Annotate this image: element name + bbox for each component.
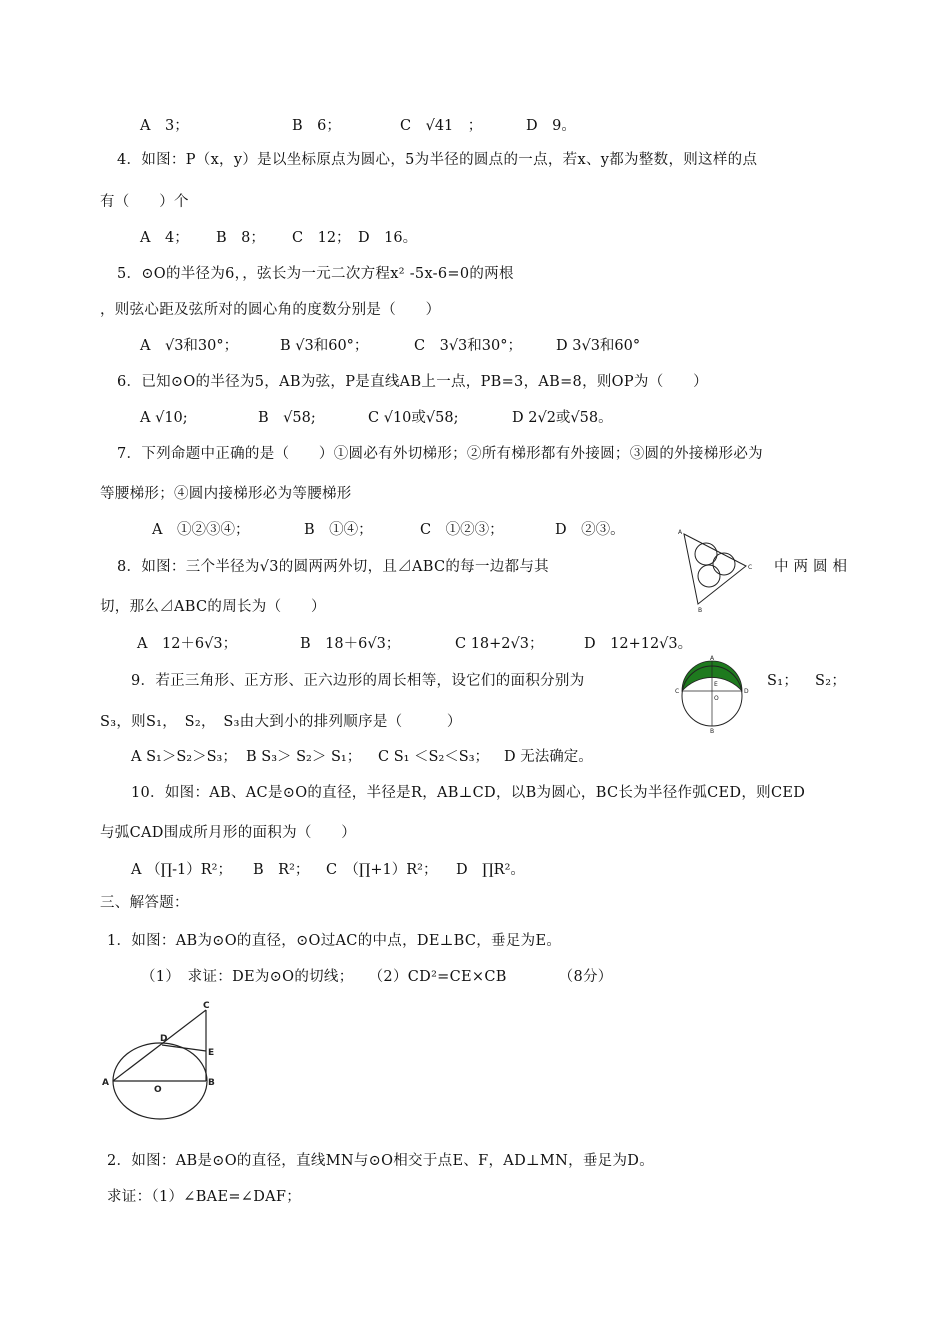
q3-option-b: B 6； bbox=[292, 118, 341, 134]
q6-option-b: B √58; bbox=[258, 410, 316, 426]
q6-text-line1: 6．已知⊙O的半径为5，AB为弦，P是直线AB上一点，PB=3，AB=8，则OP为（ ） bbox=[117, 374, 708, 390]
circle-2 bbox=[713, 553, 735, 575]
p1-text-line1: 1．如图：AB为⊙O的直径，⊙O过AC的中点，DE⊥BC，垂足为E。 bbox=[107, 933, 562, 949]
q6-option-a: A √10; bbox=[140, 410, 188, 426]
q5-text-line1: 5．⊙O的半径为6，，弦长为一元二次方程x² -5x-6=0的两根 bbox=[117, 266, 514, 282]
q8-text-line1a: 8．如图：三个半径为√3的圆两两外切，且⊿ABC的每一边都与其 bbox=[117, 559, 549, 575]
q4-text-line1: 4．如图：P（x，y）是以坐标原点为圆心，5为半径的圆点的一点，若x、y都为整数，则这样的点 bbox=[117, 152, 758, 168]
p1-label-e: E bbox=[208, 1048, 215, 1058]
q9-option-c: C S₁ ＜S₂＜S₃； bbox=[378, 749, 490, 765]
p1-label-b: B bbox=[208, 1078, 215, 1088]
q5-option-c: C 3√3和30°； bbox=[414, 338, 522, 354]
q8-text-line1b: 中两圆相 bbox=[774, 559, 852, 575]
q3-option-d: D 9。 bbox=[526, 118, 576, 134]
q9-figure-crescent bbox=[672, 655, 752, 735]
q4-option-c: C 12； bbox=[292, 230, 351, 246]
q8-label-a: A bbox=[678, 529, 683, 536]
p1-figure bbox=[100, 998, 225, 1123]
q9-label-a: A bbox=[710, 655, 715, 662]
q8-option-b: B 18＋6√3； bbox=[300, 636, 401, 652]
q10-option-b: B R²； bbox=[253, 862, 310, 878]
p1-label-o: O bbox=[154, 1085, 162, 1095]
q3-option-c: C √41 ； bbox=[400, 118, 483, 134]
q10-option-a: A （∏-1）R²； bbox=[131, 862, 232, 878]
q9-option-d: D 无法确定。 bbox=[504, 749, 593, 765]
q9-text-line1a: 9．若正三角形、正方形、正六边形的周长相等，设它们的面积分别为 bbox=[131, 673, 585, 689]
q8-option-a: A 12＋6√3； bbox=[137, 636, 238, 652]
q8-option-d: D 12+12√3。 bbox=[584, 636, 693, 652]
p1-label-a: A bbox=[102, 1078, 109, 1088]
q8-figure-triangle-circles bbox=[676, 526, 756, 616]
q9-s2: S₂； bbox=[815, 673, 847, 689]
q5-option-a: A √3和30°； bbox=[140, 338, 239, 354]
q10-text-line2: 与弧CAD围成所月形的面积为（ ） bbox=[100, 825, 357, 841]
q7-option-a: A ①②③④； bbox=[152, 522, 250, 538]
q8-option-c: C 18+2√3； bbox=[455, 636, 544, 652]
segment-de bbox=[162, 1045, 206, 1051]
q8-text-line2: 切，那么⊿ABC的周长为（ ） bbox=[100, 599, 326, 615]
q9-label-d: D bbox=[744, 688, 749, 695]
p1-text-line2: （1） 求证：DE为⊙O的切线； （2）CD²=CE×CB （8分） bbox=[141, 969, 613, 985]
q9-label-c: C bbox=[675, 688, 680, 695]
q9-label-b: B bbox=[710, 728, 715, 735]
q9-s1: S₁； bbox=[767, 673, 799, 689]
q4-option-b: B 8； bbox=[216, 230, 265, 246]
q9-label-o: O bbox=[714, 695, 719, 702]
segment-ac bbox=[113, 1010, 206, 1081]
q10-option-c: C （∏+1）R²； bbox=[326, 862, 438, 878]
q8-label-c: C bbox=[748, 564, 753, 571]
q8-label-b: B bbox=[698, 607, 703, 614]
p2-text-line2: 求证：（1）∠BAE=∠DAF； bbox=[107, 1189, 302, 1205]
q9-text-line2: S₃，则S₁， S₂， S₃由大到小的排列顺序是（ ） bbox=[100, 714, 462, 730]
q7-option-c: C ①②③； bbox=[420, 522, 504, 538]
section-heading: 三、解答题： bbox=[100, 895, 189, 911]
triangle-abc bbox=[684, 534, 746, 604]
q5-option-d: D 3√3和60° bbox=[556, 338, 641, 354]
p1-label-c: C bbox=[203, 1001, 210, 1011]
q6-option-c: C √10或√58; bbox=[368, 410, 459, 426]
q4-option-a: A 4； bbox=[140, 230, 189, 246]
q3-option-a: A 3； bbox=[140, 118, 189, 134]
q7-text-line1: 7．下列命题中正确的是（ ）①圆必有外切梯形；②所有梯形都有外接圆；③圆的外接梯形必为 bbox=[117, 446, 763, 462]
q9-option-a: A S₁＞S₂＞S₃； bbox=[131, 749, 237, 765]
q9-option-b: B S₃＞ S₂＞ S₁； bbox=[246, 749, 362, 765]
q7-option-d: D ②③。 bbox=[555, 522, 625, 538]
q9-label-e: E bbox=[714, 681, 718, 688]
p2-text-line1: 2．如图：AB是⊙O的直径，直线MN与⊙O相交于点E、F，AD⊥MN，垂足为D。 bbox=[107, 1153, 654, 1169]
q6-option-d: D 2√2或√58。 bbox=[512, 410, 613, 426]
q10-text-line1: 10．如图：AB、AC是⊙O的直径，半径是R，AB⊥CD，以B为圆心，BC长为半径作弧CED，则CED bbox=[131, 785, 806, 801]
q5-text-line2: ，则弦心距及弦所对的圆心角的度数分别是（ ） bbox=[100, 302, 441, 318]
q4-text-line2: 有（ ）个 bbox=[100, 194, 189, 210]
p1-label-d: D bbox=[160, 1034, 168, 1044]
circle-3 bbox=[698, 565, 720, 587]
q5-option-b: B √3和60°； bbox=[280, 338, 369, 354]
q10-option-d: D ∏R²。 bbox=[456, 862, 525, 878]
q4-option-d: D 16。 bbox=[358, 230, 418, 246]
q7-text-line2: 等腰梯形；④圆内接梯形必为等腰梯形 bbox=[100, 486, 352, 502]
q7-option-b: B ①④； bbox=[304, 522, 373, 538]
